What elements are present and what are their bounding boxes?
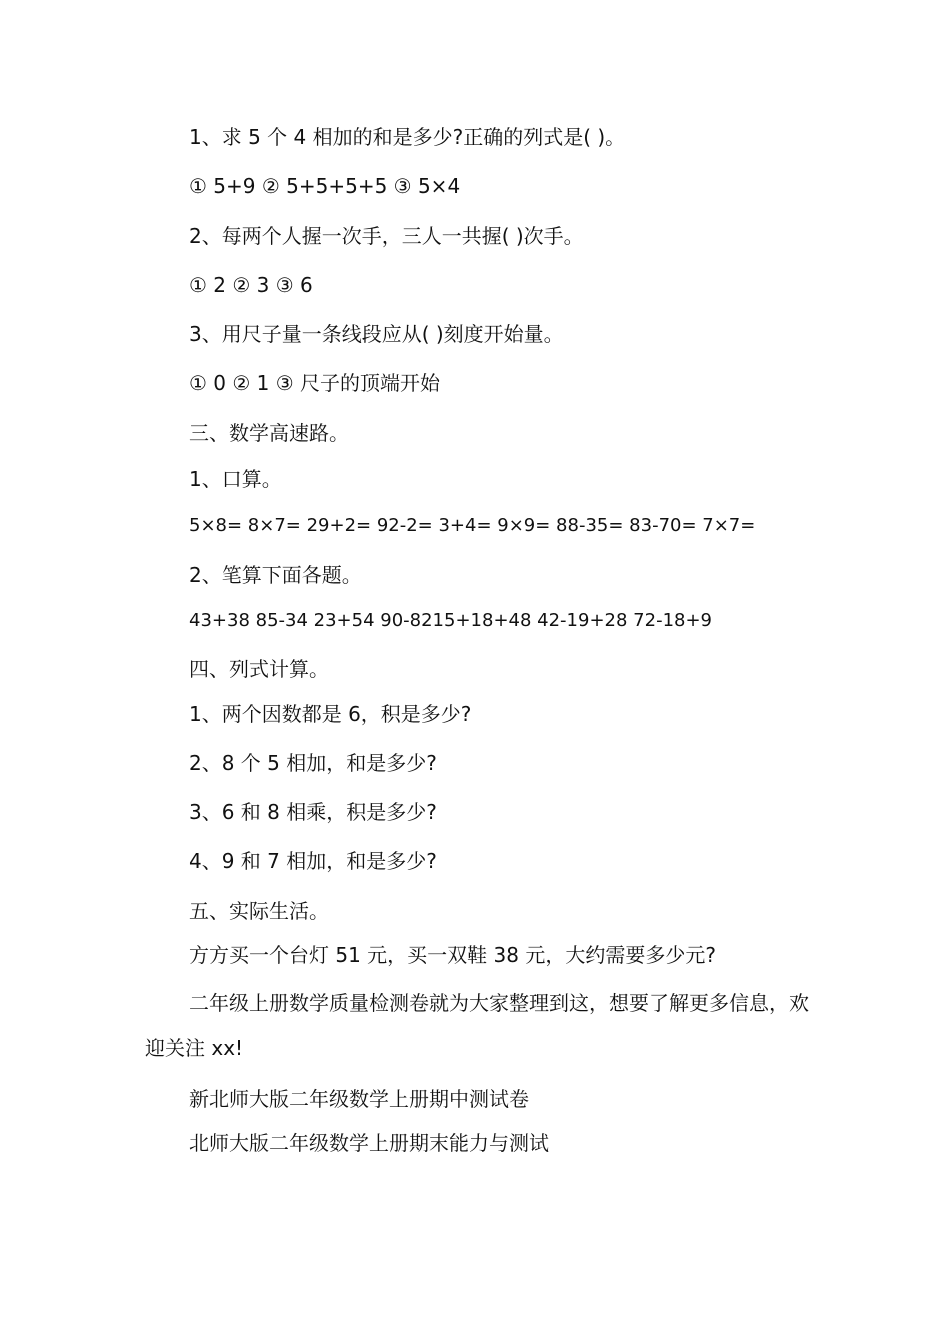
section-4-heading: 四、列式计算。 — [189, 657, 329, 681]
oral-calc-heading: 1、口算。 — [189, 467, 282, 491]
question-3: 3、用尺子量一条线段应从( )刻度开始量。 — [189, 322, 564, 346]
word-problem: 方方买一个台灯 51 元，买一双鞋 38 元，大约需要多少元? — [189, 943, 716, 967]
written-calc-problems: 43+38 85-34 23+54 90-8215+18+48 42-19+28 72-18+9 — [189, 610, 713, 631]
section-3-heading: 三、数学高速路。 — [189, 421, 349, 445]
formula-question-4: 4、9 和 7 相加，和是多少? — [189, 849, 437, 873]
oral-calc-problems: 5×8= 8×7= 29+2= 92-2= 3+4= 9×9= 88-35= 83-70= 7×7= — [189, 515, 756, 536]
related-link-midterm[interactable]: 新北师大版二年级数学上册期中测试卷 — [189, 1087, 529, 1111]
closing-paragraph: 二年级上册数学质量检测卷就为大家整理到这，想要了解更多信息，欢迎关注 xx! — [145, 991, 809, 1060]
formula-question-3: 3、6 和 8 相乘，积是多少? — [189, 800, 437, 824]
related-link-final[interactable]: 北师大版二年级数学上册期末能力与测试 — [189, 1131, 549, 1155]
section-5-heading: 五、实际生活。 — [189, 899, 329, 923]
formula-question-2: 2、8 个 5 相加，和是多少? — [189, 751, 437, 775]
formula-question-1: 1、两个因数都是 6，积是多少? — [189, 702, 472, 726]
question-2: 2、每两个人握一次手，三人一共握( )次手。 — [189, 224, 584, 248]
question-1: 1、求 5 个 4 相加的和是多少?正确的列式是( )。 — [189, 125, 626, 149]
written-calc-heading: 2、笔算下面各题。 — [189, 563, 362, 587]
question-3-options: ① 0 ② 1 ③ 尺子的顶端开始 — [189, 371, 441, 395]
question-2-options: ① 2 ② 3 ③ 6 — [189, 273, 313, 297]
question-1-options: ① 5+9 ② 5+5+5+5 ③ 5×4 — [189, 174, 461, 198]
